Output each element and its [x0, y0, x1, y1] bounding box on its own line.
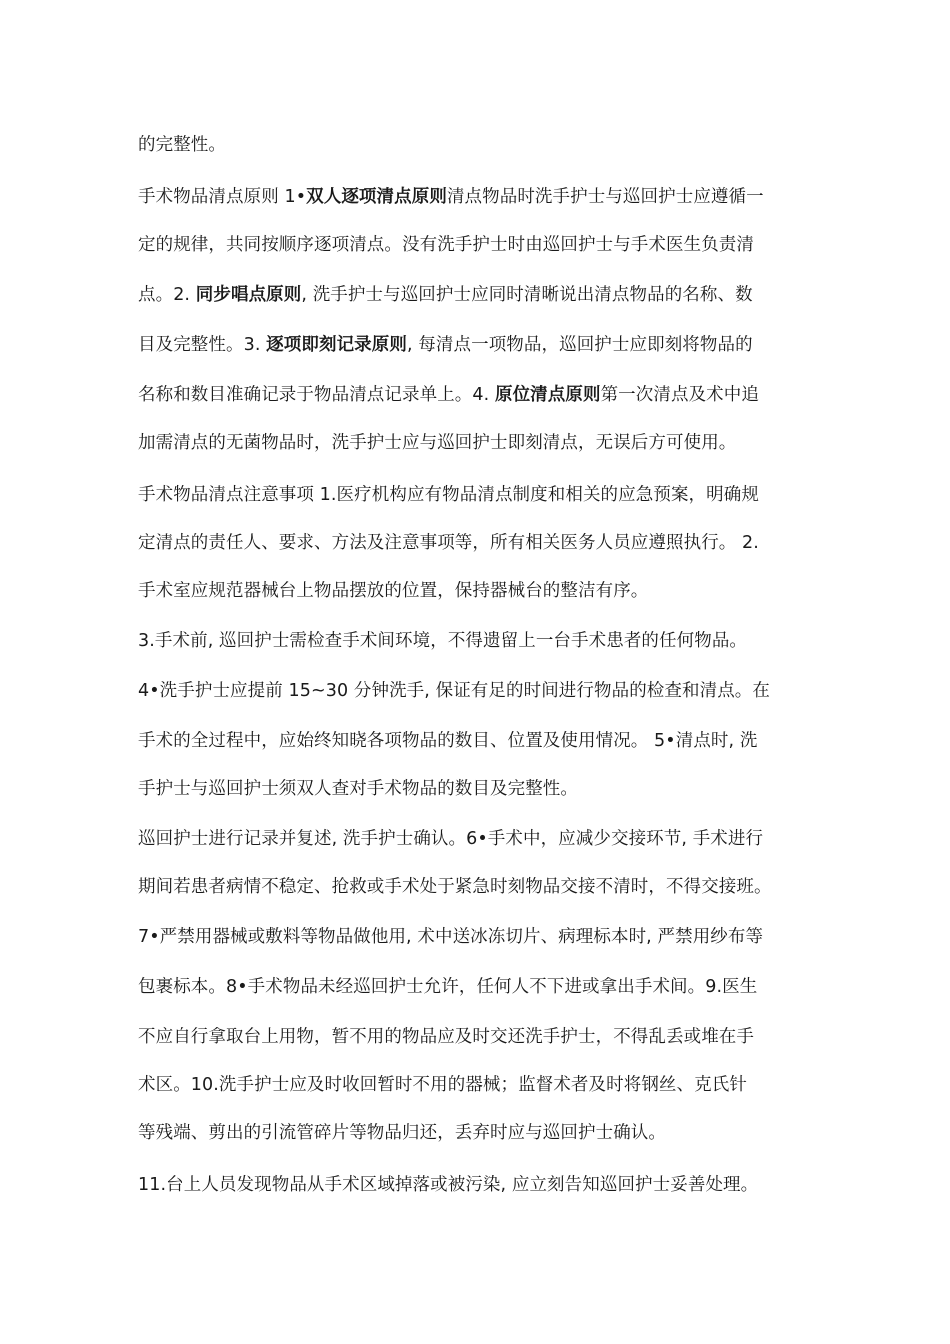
body-text: 术区。10.洗手护士应及时收回暂时不用的器械；监督术者及时将钢丝、克氏针: [138, 1075, 747, 1095]
body-text: 3.手术前, 巡回护士需检查手术间环境，不得遗留上一台手术患者的任何物品。: [138, 631, 748, 651]
body-text: 加需清点的无菌物品时，洗手护士应与巡回护士即刻清点，无误后方可使用。: [138, 433, 737, 453]
bold-heading-text: 原位清点原则: [494, 385, 601, 405]
bold-heading-text: 同步唱点原则: [195, 285, 302, 305]
text-line: [138, 233, 754, 257]
text-line: [138, 1073, 747, 1097]
text-line: [138, 679, 770, 703]
text-line: [138, 383, 759, 407]
body-text: 目及完整性。3.: [138, 335, 267, 355]
body-text: 点。2.: [138, 285, 196, 305]
text-line: [138, 1121, 666, 1145]
text-line: [138, 431, 736, 455]
text-line: [138, 283, 753, 307]
body-text: 4•洗手护士应提前 15~30 分钟洗手, 保证有足的时间进行物品的检查和清点。在: [138, 681, 771, 701]
text-line: [138, 579, 648, 603]
body-text: 手护士与巡回护士须双人查对手术物品的数目及完整性。: [138, 779, 578, 799]
body-text: 11.台上人员发现物品从手术区域掉落或被污染, 应立刻告知巡回护士妥善处理。: [138, 1175, 759, 1195]
body-text: 包裹标本。8•手术物品未经巡回护士允许，任何人不下进或拿出手术间。9.医生: [138, 977, 758, 997]
text-line: [138, 1025, 754, 1049]
body-text: 期间若患者病情不稳定、抢救或手术处于紧急时刻物品交接不清时，不得交接班。: [138, 877, 772, 897]
body-text: 等残端、剪出的引流管碎片等物品归还，丢弃时应与巡回护士确认。: [138, 1123, 666, 1143]
body-text: 巡回护士进行记录并复述, 洗手护士确认。6•手术中，应减少交接环节, 手术进行: [138, 829, 764, 849]
body-text: 名称和数目准确记录于物品清点记录单上。4.: [138, 385, 495, 405]
body-text: 手术物品清点原则 1•: [138, 187, 307, 207]
text-line: [138, 531, 759, 555]
text-line: [138, 333, 753, 357]
body-text: 手术物品清点注意事项 1.医疗机构应有物品清点制度和相关的应急预案，明确规: [138, 485, 759, 505]
bold-heading-text: 双人逐项清点原则: [306, 187, 447, 207]
text-line: [138, 729, 757, 753]
text-line: [138, 925, 763, 949]
body-text: 手术的全过程中，应始终知晓各项物品的数目、位置及使用情况。 5•清点时, 洗: [138, 731, 758, 751]
text-line: [138, 133, 226, 157]
text-line: [138, 185, 764, 209]
body-text: 定的规律，共同按顺序逐项清点。没有洗手护士时由巡回护士与手术医生负责清: [138, 235, 754, 255]
body-text: 不应自行拿取台上用物，暂不用的物品应及时交还洗手护士，不得乱丢或堆在手: [138, 1027, 754, 1047]
text-line: [138, 483, 759, 507]
text-line: [138, 827, 763, 851]
body-text: 定清点的责任人、要求、方法及注意事项等，所有相关医务人员应遵照执行。 2.: [138, 533, 759, 553]
body-text: 的完整性。: [138, 135, 226, 155]
body-text: 第一次清点及术中追: [600, 385, 759, 405]
body-text: , 洗手护士与巡回护士应同时清晰说出清点物品的名称、数: [301, 285, 753, 305]
text-line: [138, 1173, 758, 1197]
body-text: 手术室应规范器械台上物品摆放的位置，保持器械台的整洁有序。: [138, 581, 649, 601]
text-line: [138, 875, 772, 899]
body-text: 清点物品时洗手护士与巡回护士应遵循一: [446, 187, 764, 207]
text-line: [138, 975, 757, 999]
body-text: , 每清点一项物品，巡回护士应即刻将物品的: [406, 335, 753, 355]
body-text: 7•严禁用器械或敷料等物品做他用, 术中送冰冻切片、病理标本时, 严禁用纱布等: [138, 927, 764, 947]
text-line: [138, 777, 578, 801]
text-line: [138, 629, 747, 653]
bold-heading-text: 逐项即刻记录原则: [266, 335, 407, 355]
